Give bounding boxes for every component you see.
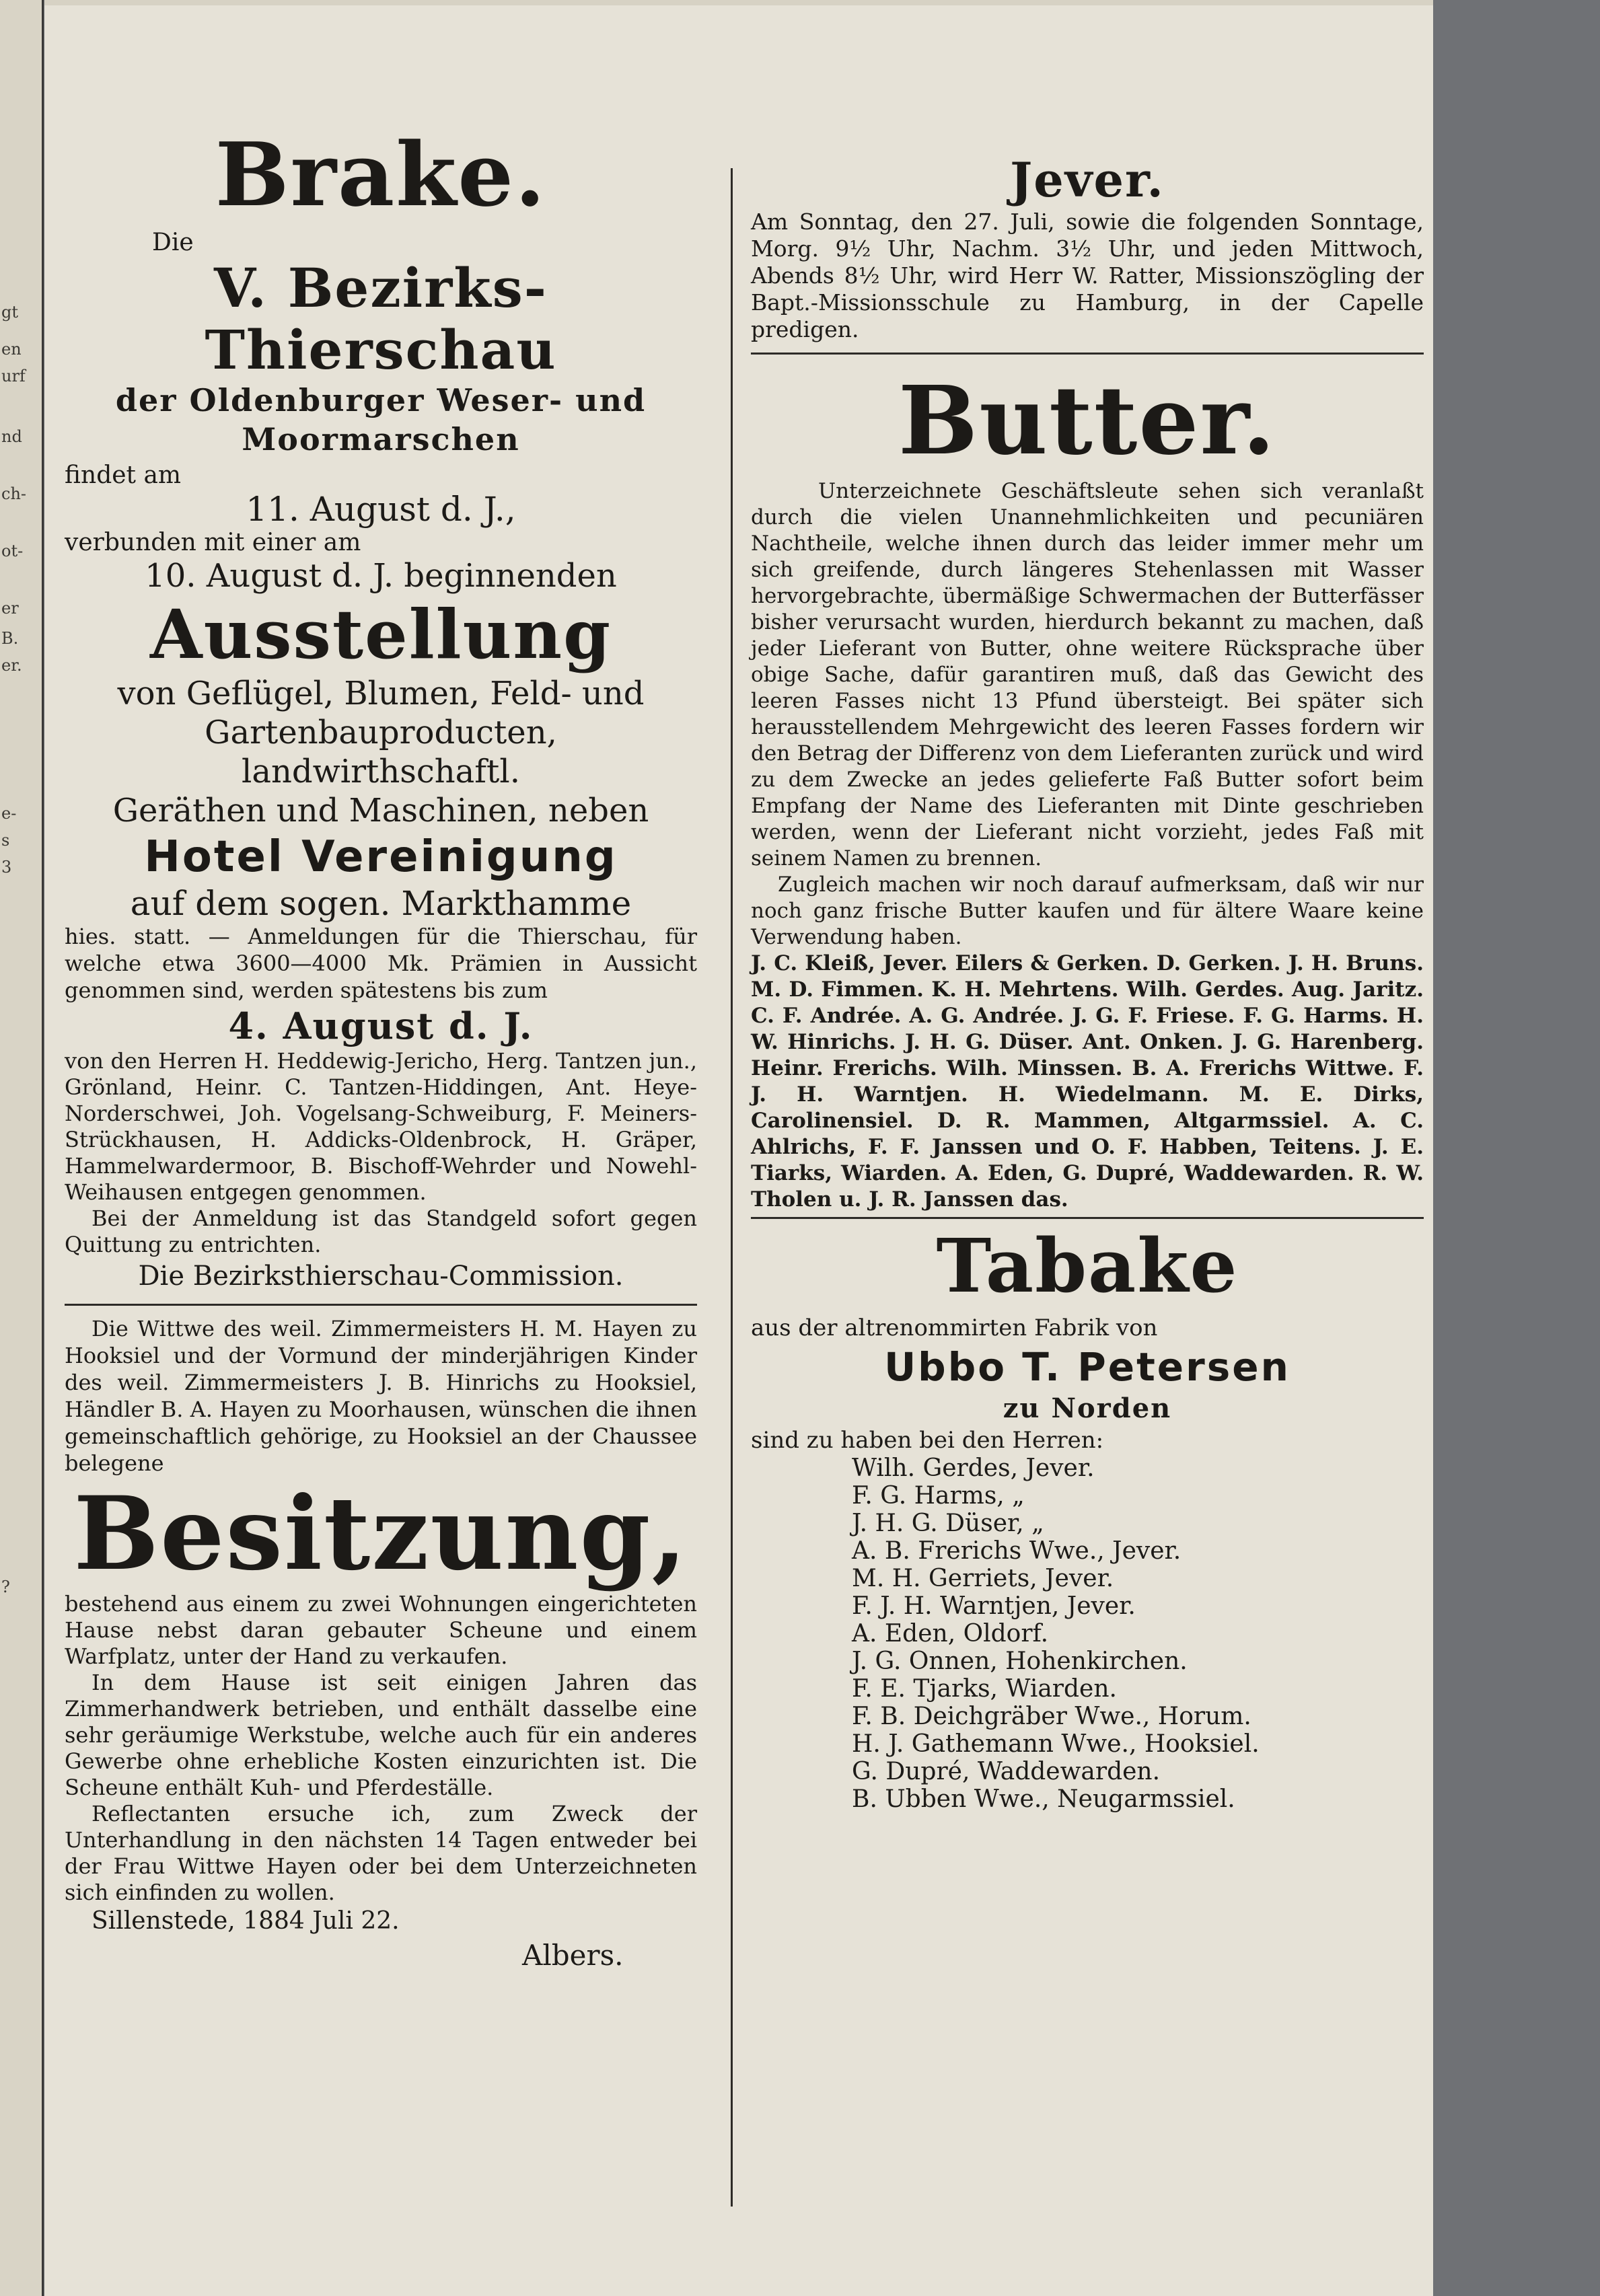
fragment: B.	[1, 629, 19, 648]
items-line-3: Geräthen und Maschinen, neben	[112, 792, 649, 829]
property-description: bestehend aus einem zu zwei Wohnungen eingerichteten Hause nebst daran gebauter Scheune und einem Warfplatz, unter der Hand zu verkaufen.	[65, 1591, 697, 1669]
jever-title: Jever.	[1010, 152, 1165, 208]
location-line: auf dem sogen. Markthamme	[130, 884, 632, 923]
albers-signature: Albers.	[522, 1939, 624, 1972]
manufacturer-name: Ubbo T. Petersen	[884, 1344, 1290, 1390]
findet-am: findet am	[65, 461, 182, 489]
background-right	[1433, 0, 1600, 2296]
fresh-butter-notice: Zugleich machen wir noch darauf aufmerksam, daß wir nur noch ganz frische Butter kaufen und für ältere Waare keine Verwendung haben.	[751, 873, 1424, 949]
service-announcement: Am Sonntag, den 27. Juli, sowie die folgenden Sonntage, Morg. 9½ Uhr, Nachm. 3½ Uhr, und jeden Mittwoch, Abends 8½ Uhr, wird Herr W. Ratter, Missionszögling der Bapt.-Missionsschule zu Hamburg, in der Capelle predigen.	[751, 209, 1424, 342]
page-top-edge	[44, 0, 1433, 5]
registration-recipients: von den Herren H. Heddewig-Jericho, Herg. Tantzen jun., Grönland, Heinr. C. Tantzen-Hiddingen, Ant. Heye-Norderschwei, Joh. Vogelsang-Schweiburg, F. Meiners-Strückhausen, H. Addicks-Oldenbrock, H. Gräper, Hammelwardermoor, B. Bischoff-Wehrder und Nowehl-Weihausen entgegen genommen.	[65, 1048, 697, 1205]
list-item: M. H. Gerriets, Jever.	[852, 1565, 1114, 1592]
event-title: V. Bezirks-Thierschau	[205, 256, 557, 381]
sale-intro: Die Wittwe des weil. Zimmermeisters H. M. Hayen zu Hooksiel und der Vormund der minderjährigen Kinder des weil. Zimmermeisters J. B. Hinrichs zu Hooksiel, Händler B. A. Hayen zu Moorhausen, wünschen die ihnen gemeinschaftlich gehörige, zu Hooksiel an der Chaussee belegene	[65, 1316, 697, 1476]
fragment: er.	[1, 656, 22, 675]
list-item: H. J. Gathemann Wwe., Hooksiel.	[852, 1730, 1260, 1758]
items-line-1: von Geflügel, Blumen, Feld- und	[117, 675, 645, 712]
butter-title: Butter.	[898, 366, 1277, 476]
butter-notice	[751, 364, 1424, 1219]
fragment: gt	[1, 303, 19, 322]
brake-title: Brake.	[215, 123, 547, 226]
hotel-name: Hotel Vereinigung	[144, 832, 618, 882]
organizer-line: der Oldenburger Weser- und Moormarschen	[115, 382, 647, 457]
availability-line: sind zu haben bei den Herren:	[751, 1427, 1104, 1454]
butter-announcement: Unterzeichnete Geschäftsleute sehen sich veranlaßt durch die vielen Unannehmlichkeiten und pecuniären Nachtheile, welche ihnen durch das leider immer mehr um sich greifende, durch längeres Stehenlassen mit Wasser hervorgebrachte, übermäßige Schwermachen der Butterfässer bisher verursacht wurden, hierdurch bekannt zu machen, daß jeder Lieferant von Butter, ohne weitere Rücksprache über obige Sache, dafür garantiren muß, daß das Gewicht des leeren Fasses nicht 13 Pfund übersteigt. Bei später sich herausstellendem Mehrgewicht des leeren Fasses fordern wir den Betrag der Differenz von dem Lieferanten zurück und wird zu dem Zwecke an jedes gelieferte Faß Butter sofort beim Empfang der Name des Lieferanten mit Dinte geschrieben werden, wenn der Lieferant nicht vorzieht, jedes Faß mit seinem Namen zu brennen.	[751, 479, 1424, 871]
tabake-advertisement	[751, 1219, 1424, 1813]
fragment: er	[1, 599, 19, 618]
contact-request: Reflectanten ersuche ich, zum Zweck der Unterhandlung in den nächsten 14 Tagen entweder bei der Frau Wittwe Hayen oder bei dem Unterzeichneten sich einfinden zu wollen.	[65, 1801, 697, 1905]
fee-notice: Bei der Anmeldung ist das Standgeld sofort gegen Quittung zu entrichten.	[65, 1206, 697, 1257]
fragment: en	[1, 340, 22, 359]
right-column	[751, 128, 1424, 1813]
fragment: ch-	[1, 484, 27, 503]
list-item: F. E. Tjarks, Wiarden.	[852, 1675, 1117, 1703]
fragment: 3	[1, 858, 12, 877]
fragment: nd	[1, 427, 22, 446]
deadline-date: 4. August d. J.	[228, 1004, 534, 1047]
previous-page-edge	[0, 0, 44, 2296]
list-item: Wilh. Gerdes, Jever.	[852, 1454, 1095, 1482]
dealer-list	[751, 1454, 1424, 1813]
workshop-description: In dem Hause ist seit einigen Jahren das Zimmerhandwerk betrieben, und enthält dasselbe eine sehr geräumige Werkstube, welche auch für ein anderes Gewerbe ohne erhebliche Kosten einzurichten ist. Die Scheune enthält Kuh- und Pferdeställe.	[65, 1670, 697, 1800]
list-item: F. G. Harms, „	[852, 1482, 1025, 1510]
registration-text: hies. statt. — Anmeldungen für die Thierschau, für welche etwa 3600—4000 Mk. Prämien in Aussicht genommen sind, werden spätestens bis zum	[65, 924, 697, 1003]
list-item: F. B. Deichgräber Wwe., Horum.	[852, 1703, 1251, 1730]
newspaper-page	[44, 0, 1433, 2296]
die-label: Die	[152, 229, 194, 256]
fragment: e-	[1, 804, 17, 823]
besitzung-advertisement	[65, 1315, 697, 1974]
besitzung-title: Besitzung,	[73, 1475, 688, 1593]
manufacturer-location: zu Norden	[1003, 1393, 1172, 1424]
verbunden-text: verbunden mit einer am	[65, 529, 361, 556]
fragment: ?	[1, 1578, 10, 1596]
factory-intro: aus der altrenommirten Fabrik von	[751, 1314, 1158, 1341]
left-column	[65, 123, 697, 1974]
section-divider	[65, 1304, 697, 1306]
column-divider	[731, 168, 733, 2207]
fragment: urf	[1, 367, 26, 385]
ausstellung-title: Ausstellung	[149, 595, 612, 674]
list-item: A. B. Frerichs Wwe., Jever.	[852, 1537, 1181, 1565]
items-line-2: Gartenbauproducten, landwirthschaftl.	[205, 714, 557, 790]
exhibition-date: 10. August d. J. beginnenden	[145, 557, 617, 595]
merchant-signatures: J. C. Kleiß, Jever. Eilers & Gerken. D. Gerken. J. H. Bruns. M. D. Fimmen. K. H. Mehrtens. Wilh. Gerdes. Aug. Jaritz. C. F. Andrée. A. G. Andrée. J. G. F. Friese. F. G. Harms. H. W. Hinrichs. J. H. G. Düser. Ant. Onken. J. G. Harenberg. Heinr. Frerichs. Wilh. Minssen. B. A. Frerichs Wittwe. F. J. H. Warntjen. H. Wiedelmann. M. E. Dirks, Carolinensiel. D. R. Mammen, Altgarmssiel. A. C. Ahlrichs, F. F. Janssen und O. F. Habben, Teitens. J. E. Tiarks, Wiarden. A. Eden, G. Dupré, Waddewarden. R. W. Tholen u. J. R. Janssen das.	[751, 951, 1424, 1219]
list-item: J. H. G. Düser, „	[852, 1510, 1044, 1537]
tabake-title: Tabake	[936, 1222, 1239, 1309]
list-item: J. G. Onnen, Hohenkirchen.	[852, 1647, 1188, 1675]
list-item: F. J. H. Warntjen, Jever.	[852, 1592, 1136, 1620]
brake-advertisement	[65, 123, 697, 1294]
place-and-date: Sillenstede, 1884 Juli 22.	[92, 1907, 400, 1935]
list-item: G. Dupré, Waddewarden.	[852, 1758, 1161, 1785]
commission-signature: Die Bezirksthierschau-Commission.	[138, 1261, 624, 1292]
list-item: A. Eden, Oldorf.	[852, 1620, 1049, 1647]
section-divider	[751, 353, 1424, 355]
list-item: B. Ubben Wwe., Neugarmssiel.	[852, 1785, 1235, 1813]
jever-notice	[751, 152, 1424, 343]
fragment: ot-	[1, 542, 24, 560]
show-date: 11. August d. J.,	[246, 490, 516, 529]
fragment: s	[1, 831, 10, 850]
